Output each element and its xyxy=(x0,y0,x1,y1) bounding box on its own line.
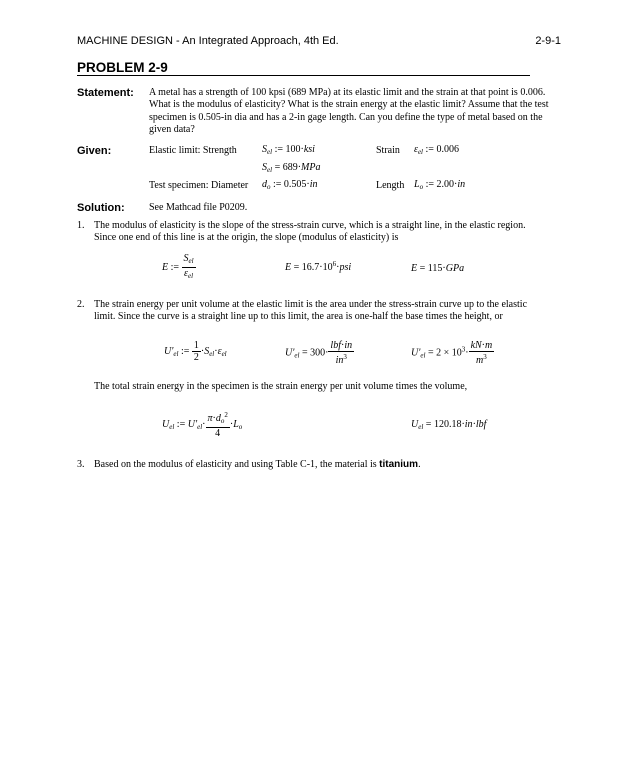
solution-label: Solution: xyxy=(77,202,125,214)
sel-ksi-value: 100 xyxy=(285,144,301,155)
modulus-psi-exponent: 6 xyxy=(332,260,337,268)
total-energy-definition: $U_{el}$ := $U'_{el}\cdot$ $\frac{\pi\cdot d_o^2}{4}$ $\cdot L_o$ xyxy=(162,411,243,439)
step-2-text: The strain energy per unit volume at the elastic limit is the area under the stress-strain curve up to the elastic limit. Since the curve is a straight line up to this limit, the area is one-half the base times the height, or xyxy=(94,299,528,323)
elastic-limit-label: Elastic limit: Strength xyxy=(149,145,237,156)
total-energy-unit: in xyxy=(464,419,473,430)
strain-energy-si-exponent: 3 xyxy=(461,345,466,354)
modulus-gpa-value: 115 xyxy=(427,263,443,274)
statement-text: A metal has a strength of 100 kpsi (689 MPa) at its elastic limit and the strain at that point is 0.006. What is the modulus of elasticity? What is the strain energy at the elastic limit? Assume that the test specimen is 0.505-in dia and has a 2-in gage length. Can you define the type of metal based on the given data? xyxy=(149,87,549,135)
sel-mpa-unit: MPa xyxy=(301,162,321,173)
modulus-gpa-result: E = 115·GPa xyxy=(411,263,465,274)
diameter-expr: $d_o$ := 0.505·in xyxy=(262,179,318,191)
step-1-text: The modulus of elasticity is the slope of the stress-strain curve, which is a straight line, in the elastic region. Since one end of this line is at the origin, the slope (modulus of elasticity) is xyxy=(94,220,526,244)
total-energy-result: $U_{el} = 120.18\cdot in\cdot lbf$ xyxy=(411,419,487,431)
modulus-psi-result: $E = 16.7\cdot 10^6\cdot psi$ xyxy=(285,260,352,273)
length-expr: $L_o$ := 2.00·in xyxy=(414,179,466,191)
strain-energy-si: $U'_{el} = 2 \times 10^3\cdot$ $\frac{kN\cdot m}{m^3}$ xyxy=(411,340,493,366)
statement-label: Statement: xyxy=(77,87,134,99)
strain-label: Strain xyxy=(376,145,400,156)
half-fraction: $\frac{1}{2}$ xyxy=(193,340,199,363)
step-2-number: 2. xyxy=(77,299,85,310)
material-name: titanium xyxy=(379,459,419,470)
page-number: 2-9-1 xyxy=(535,35,561,47)
modulus-psi-unit: psi xyxy=(339,262,352,273)
strain-energy-imperial-unit: $\frac{\text{lbf·in}}{in^3}$ xyxy=(330,340,353,366)
step-3-text: Based on the modulus of elasticity and using Table C-1, the material is xyxy=(94,459,377,470)
strain-value: 0.006 xyxy=(436,144,459,155)
strain-energy-imperial: $U'_{el} = 300\cdot$ $\frac{\text{lbf·in}}{in^3}$ xyxy=(285,340,353,366)
strain-energy-si-value: 2 xyxy=(436,347,442,359)
title-underline xyxy=(77,75,530,76)
total-energy-value: 120.18 xyxy=(433,419,462,430)
area-fraction: $\frac{\pi\cdot d_o^2}{4}$ xyxy=(207,411,228,439)
strain-energy-definition: $U'_{el}$ := $\frac{1}{2}$ $\cdot S_{el}\cdot\varepsilon_{el}$ xyxy=(164,340,227,363)
strain-energy-imperial-value: 300 xyxy=(310,347,326,359)
modulus-definition: E := $\frac{S_{el}}{\varepsilon_{el}}$ xyxy=(162,253,194,280)
length-label: Length xyxy=(376,180,405,191)
diameter-value: 0.505 xyxy=(283,179,307,190)
length-unit: in xyxy=(457,179,466,190)
modulus-gpa-unit: GPa xyxy=(445,263,465,274)
specimen-label: Test specimen: Diameter xyxy=(149,180,249,191)
diameter-unit: in xyxy=(309,179,318,190)
sel-mpa-value: 689 xyxy=(282,162,298,173)
modulus-psi-value: 16.7 xyxy=(301,262,320,273)
strain-energy-si-unit: $\frac{kN\cdot m}{m^3}$ xyxy=(470,340,493,366)
step-3-number: 3. xyxy=(77,459,85,470)
given-label: Given: xyxy=(77,145,112,157)
strain-expr: $\varepsilon_{el}$ := 0.006 xyxy=(414,144,459,156)
length-value: 2.00 xyxy=(436,179,454,190)
sel-ksi-expr: $S_{el}$ := 100·ksi xyxy=(262,144,315,156)
sel-mpa-expr: $S_{el} = 689\cdot MPa$ xyxy=(262,162,321,174)
step-2-text-continued: The total strain energy in the specimen is the strain energy per unit volume times the volume, xyxy=(94,381,468,392)
step-1-number: 1. xyxy=(77,220,85,231)
solution-text: See Mathcad file P0209. xyxy=(149,202,248,213)
sel-ksi-unit: ksi xyxy=(303,144,315,155)
step-3-sentence: Based on the modulus of elasticity and using Table C-1, the material is titanium. xyxy=(94,459,421,470)
book-title: MACHINE DESIGN - An Integrated Approach, 4th Ed. xyxy=(77,35,339,47)
problem-title: PROBLEM 2-9 xyxy=(77,60,168,75)
modulus-fraction: $\frac{S_{el}}{\varepsilon_{el}}$ xyxy=(183,253,194,280)
